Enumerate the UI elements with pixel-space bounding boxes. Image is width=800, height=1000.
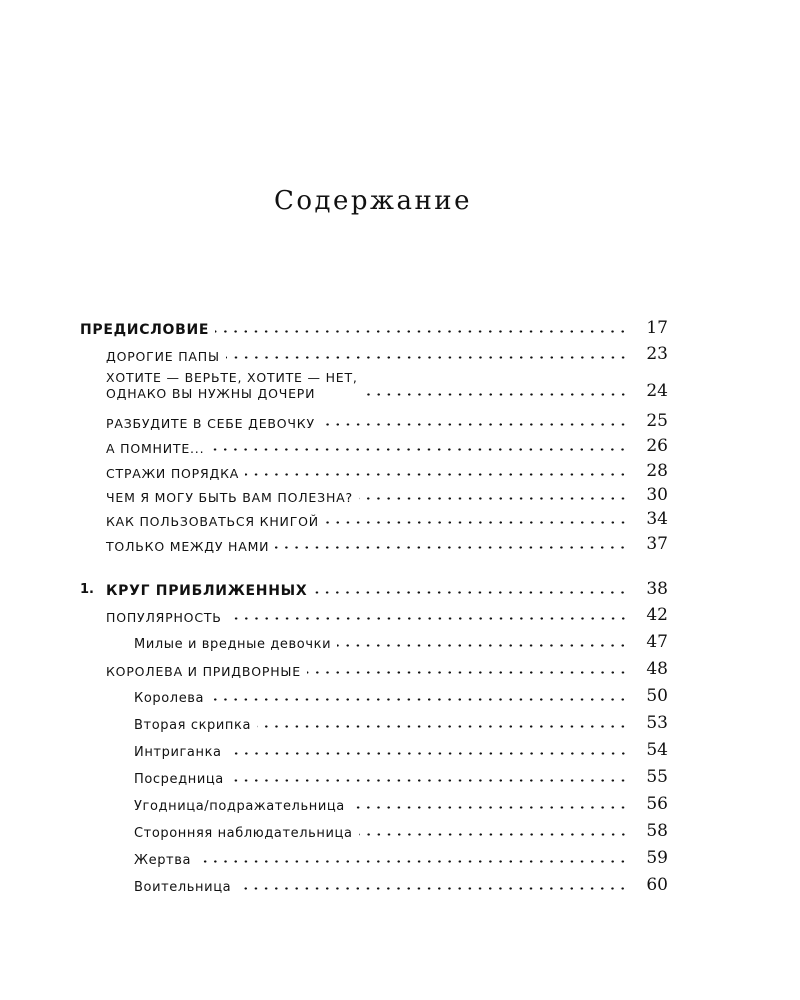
toc-entry-label: КАК ПОЛЬЗОВАТЬСЯ КНИГОЙ [106,513,319,529]
toc-entry-label: Вторая скрипка [134,718,252,733]
toc-entry[interactable] [80,850,668,867]
toc-page-number: 25 [646,411,668,431]
toc-page-number: 50 [646,686,668,706]
dot-leader [210,442,628,452]
dot-leader [275,540,628,550]
toc-entry-label: ПОПУЛЯРНОСТЬ [106,609,222,625]
toc-page-number: 59 [646,848,668,868]
dot-leader [215,324,628,334]
dot-leader [364,387,628,397]
toc-entry[interactable] [80,823,668,840]
toc-page-number: 54 [646,740,668,760]
toc-entry-label: Королева [134,691,205,706]
toc-entry[interactable] [80,487,668,504]
toc-entry-label: Угодница/подражательница [134,799,345,814]
toc-entry-label: ТОЛЬКО МЕЖДУ НАМИ [106,538,270,554]
dot-leader [337,638,628,648]
toc-entry[interactable] [80,769,668,786]
toc-entry-label: А ПОМНИТЕ... [106,440,205,456]
dot-leader [226,350,628,360]
toc-entry[interactable] [80,372,668,400]
toc-page-number: 17 [646,318,668,338]
toc-entry-label: Милые и вредные девочки [134,637,332,652]
toc-page-number: 55 [646,767,668,787]
toc-entry-label: КОРОЛЕВА И ПРИДВОРНЫЕ [106,663,301,679]
toc-entry-label: Воительница [134,880,232,895]
toc-entry-preface[interactable] [80,320,668,337]
toc-entry-label: Жертва [134,853,192,868]
toc-entry[interactable] [80,463,668,480]
toc-page-number: 38 [646,579,668,599]
toc-entry[interactable] [80,796,668,813]
chapter-number: 1. [80,582,94,597]
dot-leader [359,491,628,501]
toc-entry[interactable] [80,877,668,894]
toc-entry[interactable] [80,346,668,363]
toc-entry-label-line1: ХОТИТЕ — ВЕРЬТЕ, ХОТИТЕ — НЕТ, [106,370,358,385]
toc-entry-label: ПРЕДИСЛОВИЕ [80,322,210,338]
dot-leader [230,773,628,783]
toc-page-number: 23 [646,344,668,364]
toc-entry[interactable] [80,634,668,651]
dot-leader [359,827,628,837]
dot-leader [228,746,628,756]
toc-entry-label: Интриганка [134,745,222,760]
dot-leader [325,515,628,525]
toc-page-number: 48 [646,659,668,679]
toc-entry-label: СТРАЖИ ПОРЯДКА [106,465,240,481]
toc-entry[interactable] [80,661,668,678]
dot-leader [351,800,628,810]
toc-entry-label: КРУГ ПРИБЛИЖЕННЫХ [106,583,308,599]
dot-leader [197,854,628,864]
toc-entry[interactable] [80,742,668,759]
toc-page-number: 42 [646,605,668,625]
dot-leader [307,665,628,675]
dot-leader [321,417,628,427]
toc-entry[interactable] [80,413,668,430]
toc-entry[interactable] [80,536,668,553]
dot-leader [245,467,628,477]
toc-page-number: 56 [646,794,668,814]
toc-page-number: 37 [646,534,668,554]
toc-entry-label: ДОРОГИЕ ПАПЫ [106,348,220,364]
toc-page-number: 60 [646,875,668,895]
toc-entry-label: Посредница [134,772,224,787]
toc-entry-label-line2: ОДНАКО ВЫ НУЖНЫ ДОЧЕРИ [106,385,316,401]
dot-leader [228,611,628,621]
dot-leader [257,719,628,729]
toc-page-number: 30 [646,485,668,505]
toc-page-number: 47 [646,632,668,652]
dot-leader [313,585,628,595]
dot-leader [210,692,628,702]
toc-page-number: 58 [646,821,668,841]
toc-entry-label: РАЗБУДИТЕ В СЕБЕ ДЕВОЧКУ [106,415,315,431]
toc-page-number: 26 [646,436,668,456]
toc-entry[interactable] [80,607,668,624]
toc-page-number: 24 [646,381,668,401]
toc-entry[interactable] [80,688,668,705]
dot-leader [237,881,628,891]
toc-page-number: 34 [646,509,668,529]
toc-entry[interactable] [80,715,668,732]
toc-entry-label: Сторонняя наблюдательница [134,826,353,841]
page-title: Содержание [273,186,473,216]
toc-entry[interactable] [80,438,668,455]
toc-entry-chapter-1[interactable] [80,581,668,598]
toc-page-number: 28 [646,461,668,481]
toc-entry-label: ЧЕМ Я МОГУ БЫТЬ ВАМ ПОЛЕЗНА? [106,489,353,505]
toc-entry[interactable] [80,511,668,528]
toc-page-number: 53 [646,713,668,733]
